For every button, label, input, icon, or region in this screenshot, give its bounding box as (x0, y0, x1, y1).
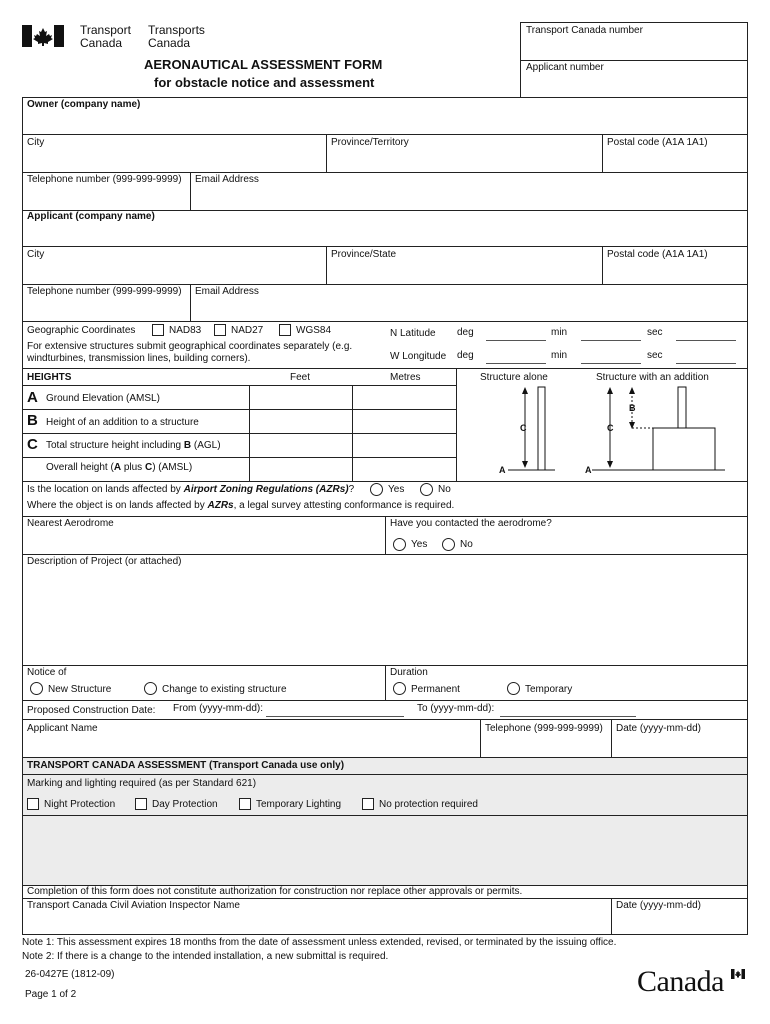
diagram-alone-a-label: A (499, 465, 506, 475)
dept-name-fr-1: Transports (148, 23, 205, 37)
geo-coordinates-label: Geographic Coordinates (27, 325, 136, 336)
tc-assessment-header: TRANSPORT CANADA ASSESSMENT (Transport Canada use only) (27, 760, 345, 771)
contacted-no-label: No (460, 539, 473, 550)
applicant-province-label: Province/State (331, 249, 397, 260)
owner-company-field[interactable] (23, 111, 747, 133)
night-protection-label: Night Protection (44, 799, 116, 810)
applicant-company-field[interactable] (23, 223, 747, 245)
lat-sec-field[interactable] (676, 340, 736, 341)
inspector-name-field[interactable] (23, 912, 610, 933)
applicant-telephone-label: Telephone (999-999-9999) (485, 723, 603, 734)
n-latitude-label: N Latitude (390, 328, 436, 339)
nad83-label: NAD83 (169, 325, 202, 336)
applicant-name-field[interactable] (23, 735, 479, 757)
night-protection-checkbox[interactable] (27, 798, 39, 810)
day-protection-label: Day Protection (152, 799, 218, 810)
height-letter-c: C (27, 436, 38, 453)
divider (611, 719, 612, 757)
nearest-aerodrome-label: Nearest Aerodrome (27, 518, 114, 529)
duration-label: Duration (390, 667, 428, 678)
from-date-field[interactable] (266, 716, 404, 717)
long-sec-field[interactable] (676, 363, 736, 364)
diagram-addition-b-label: B (629, 403, 636, 413)
applicant-company-label: Applicant (company name) (27, 211, 155, 222)
azr-note (27, 500, 454, 512)
change-structure-label: Change to existing structure (162, 684, 287, 695)
dept-name-en-2: Canada (80, 36, 123, 50)
divider (326, 134, 327, 172)
footer-note-1: Note 1: This assessment expires 18 months from the date of assessment unless extended, revised, or terminated by the issuing office. (22, 937, 617, 948)
form-number: 26-0427E (1812-09) (25, 969, 115, 980)
lat-min-label: min (551, 327, 568, 338)
from-date-label: From (yyyy-mm-dd): (173, 703, 263, 714)
inspector-date-label: Date (yyyy-mm-dd) (616, 900, 702, 911)
contacted-aerodrome-label: Have you contacted the aerodrome? (390, 518, 552, 529)
azr-question-text: Is the location on lands affected by (27, 484, 184, 495)
nad83-checkbox[interactable] (152, 324, 164, 336)
new-structure-label: New Structure (48, 684, 112, 695)
divider (22, 774, 748, 775)
notice-of-label: Notice of (27, 667, 67, 678)
divider (22, 554, 748, 555)
footer-note-2: Note 2: If there is a change to the intended installation, a new submittal is required. (22, 951, 389, 962)
overall-height-end: ) (AMSL) (152, 462, 193, 473)
azr-no-radio[interactable] (420, 483, 433, 496)
divider (22, 97, 748, 98)
applicant-postal-label: Postal code (A1A 1A1) (607, 249, 708, 260)
addition-height-metres-field[interactable] (353, 410, 456, 433)
lat-min-field[interactable] (581, 340, 641, 341)
divider (22, 700, 748, 701)
inspector-name-label: Transport Canada Civil Aviation Inspector Name (27, 900, 240, 911)
form-title: AERONAUTICAL ASSESSMENT FORM (144, 57, 383, 72)
azr-question (27, 484, 354, 496)
geo-note-line-1: For extensive structures submit geographical coordinates separately (e.g. (27, 341, 353, 352)
structure-alone-header: Structure alone (480, 372, 548, 383)
divider (190, 172, 191, 210)
height-letter-b: B (27, 412, 38, 429)
description-field[interactable] (23, 569, 747, 664)
canada-wordmark (637, 965, 752, 999)
no-protection-label: No protection required (379, 799, 478, 810)
permanent-radio[interactable] (393, 682, 406, 695)
divider (22, 719, 748, 720)
azr-note-bold: AZRs (207, 500, 234, 511)
canada-flag-icon (22, 25, 64, 47)
structure-addition-header: Structure with an addition (596, 372, 709, 383)
form-subtitle: for obstacle notice and assessment (154, 75, 375, 90)
contacted-yes-radio[interactable] (393, 538, 406, 551)
nad27-label: NAD27 (231, 325, 264, 336)
canada-wordmark-text: Canada (637, 965, 724, 998)
tc-comments-field[interactable] (23, 816, 747, 884)
wgs84-label: WGS84 (296, 325, 332, 336)
divider (602, 246, 603, 284)
owner-postal-label: Postal code (A1A 1A1) (607, 137, 708, 148)
heights-label: HEIGHTS (27, 372, 72, 383)
divider (480, 719, 481, 757)
new-structure-radio[interactable] (30, 682, 43, 695)
owner-email-label: Email Address (195, 174, 259, 185)
page-number: Page 1 of 2 (25, 989, 77, 1000)
diagram-addition-a-label: A (585, 465, 592, 475)
divider (22, 284, 748, 285)
total-height-bold: B (183, 440, 192, 451)
total-height-text: Total structure height including (46, 440, 184, 451)
metres-header: Metres (390, 372, 421, 383)
lat-deg-label: deg (457, 327, 474, 338)
contacted-no-radio[interactable] (442, 538, 455, 551)
to-date-field[interactable] (500, 716, 636, 717)
nad27-checkbox[interactable] (214, 324, 226, 336)
divider (611, 898, 612, 934)
contacted-yes-label: Yes (411, 539, 428, 550)
w-longitude-label: W Longitude (390, 351, 447, 362)
construction-date-label: Proposed Construction Date: (27, 705, 156, 716)
total-height-label (46, 440, 221, 452)
ground-elevation-feet-field[interactable] (250, 386, 352, 409)
long-min-field[interactable] (581, 363, 641, 364)
day-protection-checkbox[interactable] (135, 798, 147, 810)
overall-height-a: A (113, 462, 122, 473)
overall-height-text: Overall height ( (46, 462, 114, 473)
wordmark-flag-icon (731, 966, 745, 976)
owner-phone-label: Telephone number (999-999-9999) (27, 174, 182, 185)
diagram-alone-c-label: C (520, 423, 527, 433)
azr-yes-radio[interactable] (370, 483, 383, 496)
long-sec-label: sec (647, 350, 663, 361)
azr-note-end: , a legal survey attesting conformance is required. (233, 500, 455, 511)
applicant-email-label: Email Address (195, 286, 259, 297)
wgs84-checkbox[interactable] (279, 324, 291, 336)
long-deg-label: deg (457, 350, 474, 361)
change-structure-radio[interactable] (144, 682, 157, 695)
overall-height-label (46, 462, 192, 474)
description-label: Description of Project (or attached) (27, 556, 182, 567)
ground-elevation-metres-field[interactable] (353, 386, 456, 409)
divider (22, 172, 748, 173)
divider (22, 134, 748, 135)
owner-province-label: Province/Territory (331, 137, 409, 148)
total-height-feet-field[interactable] (250, 434, 352, 457)
long-min-label: min (551, 350, 568, 361)
temporary-lighting-label: Temporary Lighting (256, 799, 342, 810)
azr-no-label: No (438, 484, 451, 495)
divider (22, 481, 748, 482)
addition-height-feet-field[interactable] (250, 410, 352, 433)
divider (385, 665, 386, 700)
total-height-text-end: (AGL) (191, 440, 221, 451)
divider (22, 934, 748, 935)
owner-city-label: City (27, 137, 45, 148)
divider (456, 368, 457, 481)
long-deg-field[interactable] (486, 363, 546, 364)
lat-deg-field[interactable] (486, 340, 546, 341)
azr-note-text: Where the object is on lands affected by (27, 500, 208, 511)
divider (190, 284, 191, 322)
overall-height-c: C (144, 462, 153, 473)
completion-note: Completion of this form does not constitute authorization for construction nor replace other approvals or permits. (27, 886, 523, 897)
marking-lighting-label: Marking and lighting required (as per Standard 621) (27, 778, 257, 789)
applicant-phone-label: Telephone number (999-999-9999) (27, 286, 182, 297)
applicant-city-label: City (27, 249, 45, 260)
azr-question-end: ? (348, 484, 355, 495)
divider (326, 246, 327, 284)
applicant-number-label: Applicant number (526, 62, 604, 73)
temporary-radio[interactable] (507, 682, 520, 695)
dept-name-fr-2: Canada (148, 36, 191, 50)
permanent-label: Permanent (411, 684, 460, 695)
divider (22, 321, 748, 322)
overall-height-feet-field[interactable] (250, 458, 352, 481)
divider (22, 246, 748, 247)
azr-question-bold: Airport Zoning Regulations (AZRs) (183, 484, 349, 495)
owner-company-label: Owner (company name) (27, 99, 141, 110)
diagram-addition-c-label: C (607, 423, 614, 433)
addition-height-label: Height of an addition to a structure (46, 417, 199, 428)
temporary-label: Temporary (525, 684, 573, 695)
total-height-metres-field[interactable] (353, 434, 456, 457)
overall-height-mid: plus (121, 462, 145, 473)
geo-note-line-2: windturbines, transmission lines, building corners). (27, 353, 251, 364)
feet-header: Feet (290, 372, 311, 383)
divider (22, 368, 748, 369)
height-letter-a: A (27, 389, 38, 406)
ground-elevation-label: Ground Elevation (AMSL) (46, 393, 160, 404)
applicant-name-label: Applicant Name (27, 723, 98, 734)
temporary-lighting-checkbox[interactable] (239, 798, 251, 810)
nearest-aerodrome-field[interactable] (23, 530, 385, 552)
to-date-label: To (yyyy-mm-dd): (417, 703, 495, 714)
divider (385, 516, 386, 554)
overall-height-metres-field[interactable] (353, 458, 456, 481)
lat-sec-label: sec (647, 327, 663, 338)
applicant-date-label: Date (yyyy-mm-dd) (616, 723, 702, 734)
tc-number-label: Transport Canada number (526, 25, 643, 36)
dept-name-en-1: Transport (80, 23, 131, 37)
divider (22, 898, 748, 899)
azr-yes-label: Yes (388, 484, 405, 495)
divider (602, 134, 603, 172)
no-protection-checkbox[interactable] (362, 798, 374, 810)
